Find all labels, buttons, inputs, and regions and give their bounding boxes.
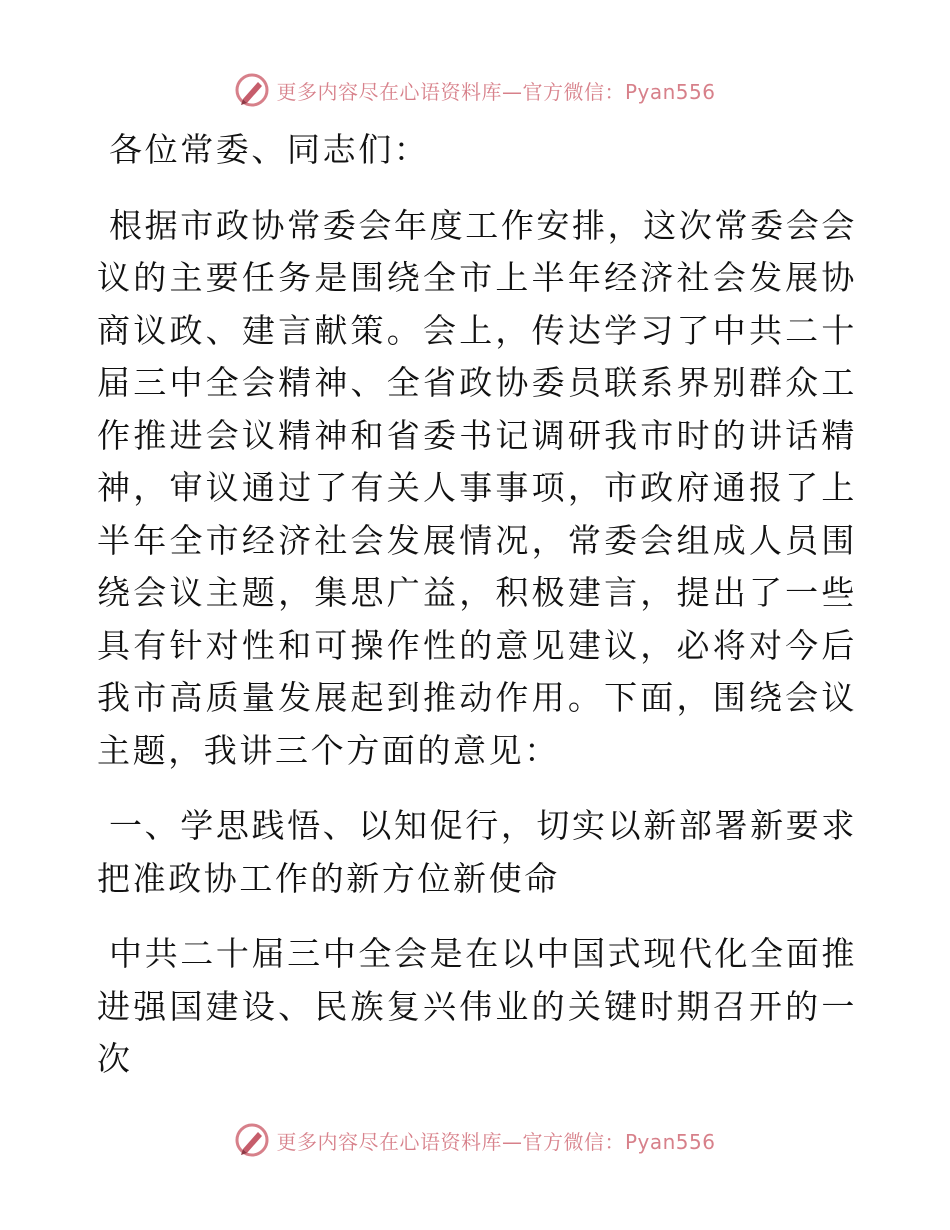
pen-logo-icon [234, 1122, 270, 1158]
watermark-text: 更多内容尽在心语资料库—官方微信：Pyan556 [276, 1129, 716, 1154]
watermark-footer [0, 1120, 950, 1160]
section-heading-1: 一、学思践悟、以知促行，切实以新部署新要求把准政协工作的新方位新使命 [97, 806, 857, 898]
pen-logo-icon [234, 72, 270, 108]
paragraph-2: 中共二十届三中全会是在以中国式现代化全面推进强国建设、民族复兴伟业的关键时期召开的一次 [97, 934, 857, 1078]
paragraph-1: 根据市政协常委会年度工作安排，这次常委会会议的主要任务是围绕全市上半年经济社会发展协商议政、建言献策。会上，传达学习了中共二十届三中全会精神、全省政协委员联系界别群众工作推进会议精神和省委书记调研我市时的讲话精神，审议通过了有关人事事项，市政府通报了上半年全市经济社会发展情况，常委会组成人员围绕会议主题，集思广益，积极建言，提出了一些具有针对性和可操作性的意见建议，必将对今后我市高质量发展起到推动作用。下面，围绕会议主题，我讲三个方面的意见： [97, 205, 857, 770]
document-body [97, 124, 857, 1086]
watermark-header [0, 70, 950, 110]
watermark-text: 更多内容尽在心语资料库—官方微信：Pyan556 [276, 79, 716, 104]
greeting: 各位常委、同志们： [109, 130, 430, 169]
